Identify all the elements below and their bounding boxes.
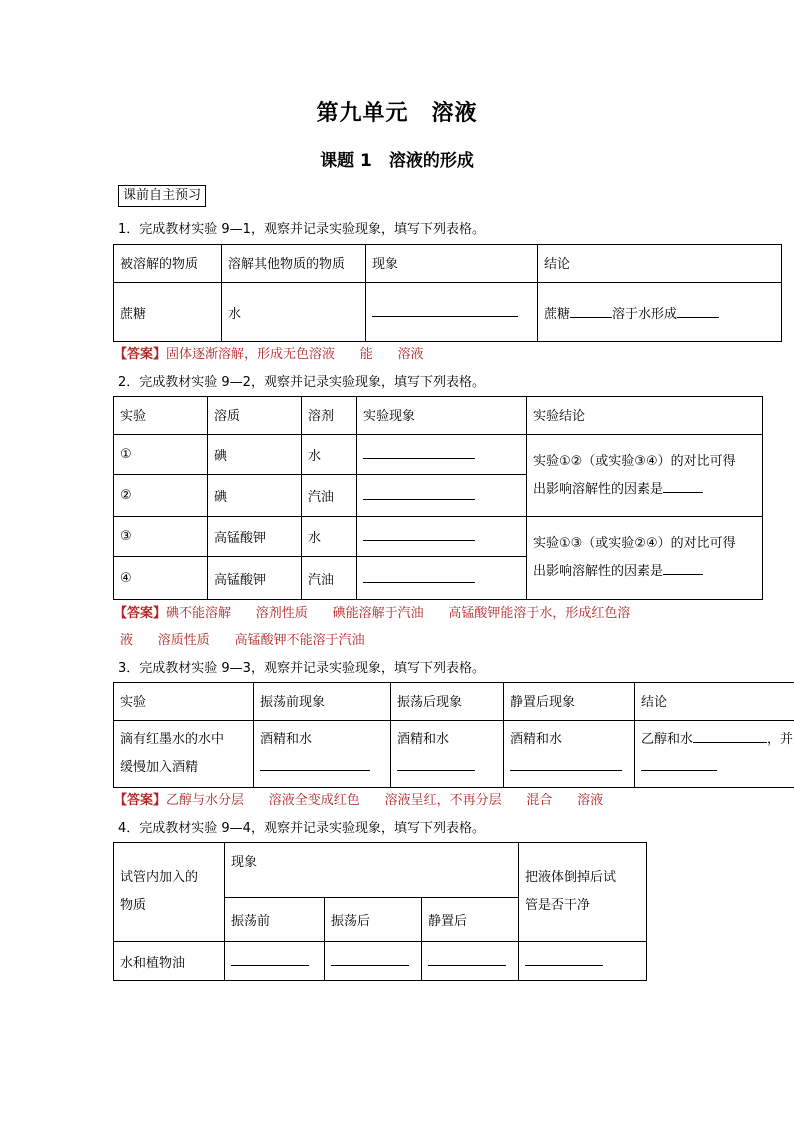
q3-cell-still bbox=[504, 721, 635, 788]
q4-sub-after: 振荡后 bbox=[325, 898, 422, 942]
q1-header-phenomenon: 现象 bbox=[366, 245, 538, 283]
q1-conclusion-blank-2[interactable] bbox=[677, 305, 719, 318]
q3-conclusion-tail: ，并 bbox=[767, 732, 794, 747]
q4-header-substance bbox=[114, 843, 225, 942]
q2-conclusion-1b: 出影响溶解性的因素是 bbox=[533, 481, 664, 497]
q2-row2-phenomenon bbox=[357, 475, 527, 517]
q1-conclusion-a: 蔗糖 bbox=[544, 306, 571, 322]
q2-answer-line1: 碘不能溶解 溶剂性质 碘能溶解于汽油 高锰酸钾能溶于水，形成红色溶 bbox=[166, 606, 631, 621]
q1-cell-phenomenon bbox=[366, 283, 538, 342]
q1-header-solvent: 溶解其他物质的物质 bbox=[222, 245, 366, 283]
q3-after-text: 酒精和水 bbox=[397, 732, 450, 747]
q4-still-blank[interactable] bbox=[428, 953, 506, 966]
q2-answer-label: 【答案】 bbox=[114, 606, 167, 621]
q3-header-after: 振荡后现象 bbox=[391, 683, 504, 721]
q1-prompt: 1．完成教材实验 9—1，观察并记录实验现象，填写下列表格。 bbox=[118, 222, 485, 237]
q3-header-conclusion: 结论 bbox=[635, 683, 794, 721]
q2-row3-exp: ③ bbox=[114, 517, 208, 557]
q3-table bbox=[113, 682, 794, 788]
q4-header-phenomenon: 现象 bbox=[225, 843, 519, 898]
q1-table bbox=[113, 244, 782, 342]
q2-conclusion-2 bbox=[527, 517, 763, 600]
q1-cell-solvent: 水 bbox=[222, 283, 366, 342]
page-title: 第九单元 溶液 bbox=[316, 101, 478, 126]
q2-row4-blank[interactable] bbox=[363, 570, 475, 583]
q4-row-label: 水和植物油 bbox=[114, 942, 225, 981]
q2-conclusion-1a: 实验①②（或实验③④）的对比可得 bbox=[533, 453, 736, 469]
lesson-subtitle: 课题 1 溶液的形成 bbox=[320, 151, 474, 171]
q2-row2-exp: ② bbox=[114, 475, 208, 517]
q4-last-a: 把液体倒掉后试 bbox=[525, 870, 617, 885]
q2-row3-blank[interactable] bbox=[363, 528, 475, 541]
q2-row1-exp: ① bbox=[114, 435, 208, 475]
q3-answer bbox=[114, 789, 603, 808]
q4-after-blank[interactable] bbox=[331, 953, 409, 966]
q2-row4-solvent: 汽油 bbox=[302, 557, 357, 600]
q3-before-blank[interactable] bbox=[260, 758, 370, 771]
q2-row3-phenomenon bbox=[357, 517, 527, 557]
q4-table bbox=[113, 842, 647, 981]
q1-conclusion-b: 溶于水形成 bbox=[612, 306, 678, 322]
q3-conclusion-blank-1[interactable] bbox=[693, 730, 767, 743]
q2-conclusion-1-blank[interactable] bbox=[663, 480, 703, 493]
q2-row3-solute: 高锰酸钾 bbox=[208, 517, 302, 557]
q2-row1-blank[interactable] bbox=[363, 446, 475, 459]
q2-answer-line2: 液 溶质性质 高锰酸钾不能溶于汽油 bbox=[120, 633, 365, 648]
q3-header-before: 振荡前现象 bbox=[254, 683, 391, 721]
q3-header-exp: 实验 bbox=[114, 683, 254, 721]
q2-conclusion-2b: 出影响溶解性的因素是 bbox=[533, 564, 664, 579]
q2-conclusion-2a: 实验①③（或实验②④）的对比可得 bbox=[533, 536, 736, 551]
q3-answer-text: 乙醇与水分层 溶液全变成红色 溶液呈红，不再分层 混合 溶液 bbox=[166, 793, 604, 808]
q4-last-b: 管是否干净 bbox=[525, 898, 591, 913]
q1-conclusion-blank-1[interactable] bbox=[570, 305, 612, 318]
q2-row1-solute: 碘 bbox=[208, 435, 302, 475]
q2-row4-phenomenon bbox=[357, 557, 527, 600]
section-tag: 课前自主预习 bbox=[118, 185, 206, 207]
q4-header-clean bbox=[519, 843, 647, 942]
q2-row1-solvent: 水 bbox=[302, 435, 357, 475]
q3-still-text: 酒精和水 bbox=[510, 732, 563, 747]
q3-after-blank[interactable] bbox=[397, 758, 475, 771]
q4-row-before bbox=[225, 942, 325, 981]
q2-row1-phenomenon bbox=[357, 435, 527, 475]
q2-row4-solute: 高锰酸钾 bbox=[208, 557, 302, 600]
q2-header-solvent: 溶剂 bbox=[302, 397, 357, 435]
q4-row-clean bbox=[519, 942, 647, 981]
q3-cell-after bbox=[391, 721, 504, 788]
q4-before-blank[interactable] bbox=[231, 953, 309, 966]
q2-header-solute: 溶质 bbox=[208, 397, 302, 435]
q4-sub-still: 静置后 bbox=[422, 898, 519, 942]
q1-header-solute: 被溶解的物质 bbox=[114, 245, 222, 283]
q2-conclusion-1 bbox=[527, 435, 763, 517]
q1-answer bbox=[114, 343, 424, 362]
q1-header-conclusion: 结论 bbox=[538, 245, 782, 283]
q4-clean-blank[interactable] bbox=[525, 953, 603, 966]
q2-row4-exp: ④ bbox=[114, 557, 208, 600]
q1-cell-solute: 蔗糖 bbox=[114, 283, 222, 342]
q3-cell-conclusion bbox=[635, 721, 794, 788]
q3-conclusion-blank-2[interactable] bbox=[641, 758, 717, 771]
q3-cell-before bbox=[254, 721, 391, 788]
q2-prompt: 2．完成教材实验 9—2，观察并记录实验现象，填写下列表格。 bbox=[118, 375, 485, 390]
q2-table bbox=[113, 396, 763, 600]
q3-answer-label: 【答案】 bbox=[114, 793, 167, 808]
q2-row2-blank[interactable] bbox=[363, 487, 475, 500]
q3-prompt: 3．完成教材实验 9—3，观察并记录实验现象，填写下列表格。 bbox=[118, 661, 485, 676]
q3-before-text: 酒精和水 bbox=[260, 732, 313, 747]
q1-cell-conclusion bbox=[538, 283, 782, 342]
q3-exp-b: 缓慢加入酒精 bbox=[120, 760, 199, 775]
q4-row-after bbox=[325, 942, 422, 981]
q2-header-conclusion: 实验结论 bbox=[527, 397, 763, 435]
q3-cell-exp bbox=[114, 721, 254, 788]
q2-header-phenomenon: 实验现象 bbox=[357, 397, 527, 435]
q1-answer-text: 固体逐渐溶解，形成无色溶液 能 溶液 bbox=[166, 347, 424, 362]
q3-still-blank[interactable] bbox=[510, 758, 622, 771]
q2-row3-solvent: 水 bbox=[302, 517, 357, 557]
q4-prompt: 4．完成教材实验 9—4，观察并记录实验现象，填写下列表格。 bbox=[118, 821, 485, 836]
q4-row-still bbox=[422, 942, 519, 981]
q2-row2-solute: 碘 bbox=[208, 475, 302, 517]
q4-col1-b: 物质 bbox=[120, 898, 147, 913]
q2-header-exp: 实验 bbox=[114, 397, 208, 435]
q2-answer bbox=[114, 602, 630, 621]
q3-conclusion-text: 乙醇和水 bbox=[641, 732, 694, 747]
q2-conclusion-2-blank[interactable] bbox=[663, 562, 703, 575]
q3-exp-a: 滴有红墨水的水中 bbox=[120, 732, 225, 747]
q2-row2-solvent: 汽油 bbox=[302, 475, 357, 517]
q3-header-still: 静置后现象 bbox=[504, 683, 635, 721]
q1-phenomenon-blank[interactable] bbox=[372, 304, 518, 317]
q1-answer-label: 【答案】 bbox=[114, 347, 167, 362]
q4-col1-a: 试管内加入的 bbox=[120, 870, 199, 885]
q4-sub-before: 振荡前 bbox=[225, 898, 325, 942]
